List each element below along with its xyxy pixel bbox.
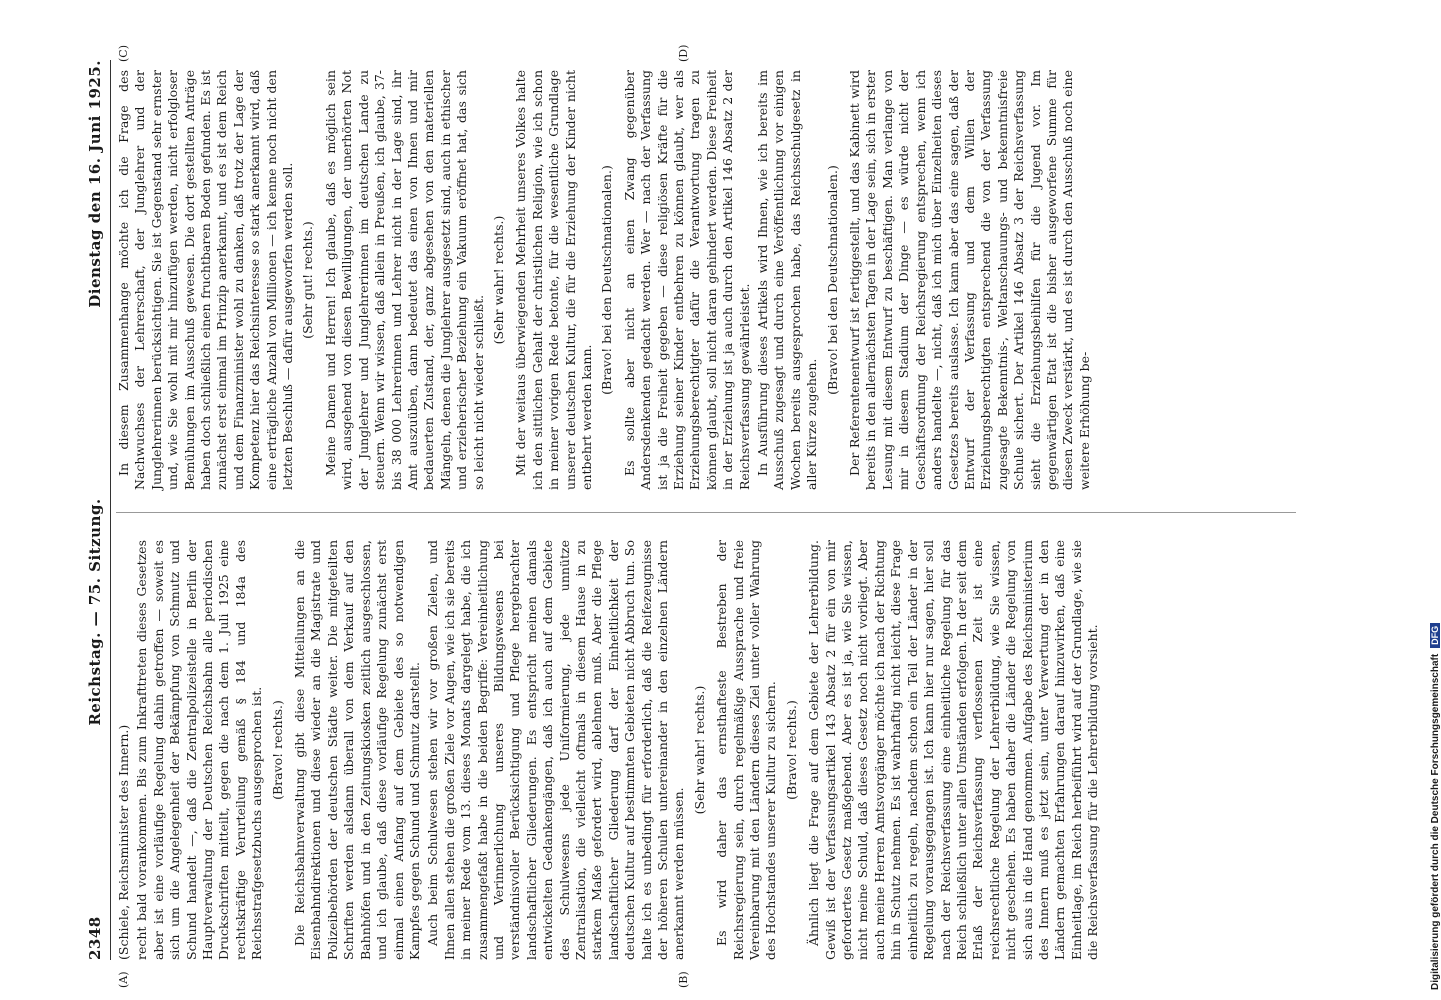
page-number: 2348 — [86, 916, 104, 960]
paragraph: Auch beim Schulwesen stehen wir vor großen Zielen, und Ihnen allen stehen die großen Ziele vor Augen, wie ich sie bereits in meiner Rede vom 13. dieses Monats dargelegt habe, die ich zusammengefaßt habe in die beiden Begriffe: Vereinheitlichung und Verinnerlichung unseres Bildungswesens bei verständnisvoller Berücksichtigung und Pflege hergebrachter landschaftlicher Gliederungen. Es entspricht meinen damals entwickelten Gedankengängen, daß ich auch auf dem Gebiete des Schulwesens jede Uniformierung, jede unnütze Zentralisation, die vielleicht oftmals in diesem Hause in zu starkem Maße gefordert wird, ablehnen muß. Aber die Pflege landschaftlicher Gliederung darf der Einheitlichkeit der deutschen Kultur auf bestimmten Gebieten nicht Abbruch tun. So halte ich es unbedingt für erforderlich, daß die Reifezeugnisse der höheren Schulen untereinander in den einzelnen Ländern anerkannt werden müssen. — [425, 540, 687, 960]
running-title: Reichstag. — 75. Sitzung. — [86, 498, 104, 726]
paragraph: In Ausführung dieses Artikels wird Ihnen, wie ich bereits im Ausschuß zugesagt und durch eine Veröffentlichung vor einigen Wochen bereits ausgesprochen habe, das Reichsschulgesetz in aller Kürze zugehen. — [755, 70, 820, 490]
reaction: (Sehr wahr! rechts.) — [691, 685, 707, 815]
header-rule — [110, 60, 111, 960]
paragraph: recht bald vorankommen. Bis zum Inkrafttreten dieses Gesetzes aber ist eine vorläufige Regelung dahin getroffen — soweit es sich um die Angelegenheit der Bekämpfung von Schmutz und Schund handelt —, daß die Zentralpolizeistelle in Berlin der Hauptverwaltung der Deutschen Reichsbahn alle periodischen Druckschriften mitteilt, gegen die nach dem 1. Juli 1925 eine rechtskräftige Verurteilung gemäß § 184 und 184a des Reichsstrafgesetzbuchs ausgesprochen ist. — [134, 540, 265, 960]
paragraph: Die Reichsbahnverwaltung gibt diese Mitteilungen an die Eisenbahndirektionen und diese wieder an die Magistrate und Polizeibehörden der deutschen Städte weiter. Die mitgeteilten Schriften werden alsdann überall von dem Verkauf auf den Bahnhöfen und in den Zeitungskiosken zeitlich ausgeschlossen, und ich glaube, daß diese vorläufige Regelung zunächst erst einmal einen Anfang auf dem Gebiete des so notwendigen Kampfes gegen Schund und Schmutz darstellt. — [292, 540, 422, 960]
margin-mark-c: (C) — [117, 45, 130, 62]
speaker-line: (Schiele, Reichsminister des Innern.) — [116, 724, 131, 960]
margin-mark-a: (A) — [117, 971, 130, 988]
reaction: (Sehr gut! rechts.) — [300, 221, 316, 339]
left-column — [116, 540, 1104, 988]
paragraph: Es wird daher das ernsthafteste Bestreben der Reichsregierung sein, durch regelmäßige Aussprache und freie Vereinbarung mit den Ländern dieses Ziel unter voller Wahrung des Hochstandes unserer Kultur zu sichern. — [714, 540, 779, 960]
paragraph: Mit der weitaus überwiegenden Mehrheit unseres Volkes halte ich den sittlichen Gehalt der christlichen Religion, wie ich schon in meiner vorigen Rede betonte, für die wesentliche Grundlage unserer deutschen Kultur, die für die Erziehung der Kinder nicht entbehrt werden kann. — [513, 70, 594, 490]
date-heading: Dienstag den 16. Juni 1925. — [86, 60, 104, 308]
right-column — [116, 44, 1095, 490]
funding-note — [1410, 10, 1441, 990]
funding-text: Digitalisierung gefördert durch die Deutsche Forschungsgemeinschaft — [1430, 653, 1441, 990]
page-header — [80, 60, 110, 960]
paragraph: Es sollte aber nicht an einen Zwang gegenüber Andersdenkenden gedacht werden. Wer — nach der Verfassung ist ja die Freiheit gegeben — diese religiösen Kräfte für die Erziehung seiner Kinder entbehren zu können glaubt, wer als Erziehungsberechtigter dafür die Verantwortung tragen zu können glaubt, soll nicht daran gehindert werden. Diese Freiheit in der Erziehung ist ja auch durch den Artikel 146 Absatz 2 der Reichsverfassung gewährleistet. — [621, 70, 752, 490]
margin-mark-d: (D) — [677, 44, 690, 62]
paragraph: Ähnlich liegt die Frage auf dem Gebiete der Lehrerbildung. Gewiß ist der Verfassungsartikel 143 Absatz 2 für ein von mir gefordertes Gesetz maßgebend. Aber es ist ja, wie Sie wissen, nicht meine Schuld, daß dieses Gesetz noch nicht vorliegt. Aber auch meine Herren Amtsvorgänger möchte ich nach der Richtung hin in Schutz nehmen. Es ist wahrhaftig nicht leicht, diese Frage einheitlich zu regeln, nachdem schon ein Teil der Länder in der Regelung vorausgegangen ist. Ich kann hier nur sagen, hier soll nach der Reichsverfassung eine einheitliche Regelung für das Reich schließlich unter allen Umständen erfolgen. In der seit dem Erlaß der Reichsverfassung verflossenen Zeit ist eine reichsrechtliche Regelung der Lehrerbildung, wie Sie wissen, nicht geschehen. Es haben daher die Länder die Regelung von sich aus in die Hand genommen. Aufgabe des Reichsministerium des Innern muß es jetzt sein, unter Verwertung der in den Ländern gemachten Erfahrungen darauf hinzuwirken, daß eine Einheitlage, im Reich herbeiführt wird auf der Grundlage, wie sie die Reichsverfassung für die Lehrerbildung vorsieht. — [806, 540, 1101, 960]
document-page — [80, 44, 1330, 988]
paragraph: Der Referentenentwurf ist fertiggestellt, und das Kabinett wird bereits in den allernächsten Tagen in der Lage sein, sich in erster Lesung mit diesem Entwurf zu beschäftigen. Man verlange von mir in diesem Stadium der Dinge — es würde nicht der Geschäftsordnung der Reichsregierung entsprechen, wenn ich anders handelte —, nicht, daß ich mich über Einzelheiten dieses Gesetzes bereits auslasse. Ich kann aber das eine sagen, daß der Entwurf der Verfassung und dem Willen der Erziehungsberechtigten entsprechend die von der Verfassung zugesagte Bekenntnis-, Weltanschauungs- und bekenntnisfreie Schule sichert. Der Artikel 146 Absatz 3 der Reichsverfassung sieht die Erziehungsbeihilfen für die Jugend vor. Im gegenwärtigen Etat ist die bisher ausgeworfene Summe für diesen Zweck verstärkt, und es ist durch den Ausschuß noch eine weitere Erhöhung be- — [847, 70, 1092, 490]
reaction: (Bravo! rechts.) — [783, 700, 799, 800]
reaction: (Sehr wahr! rechts.) — [490, 215, 506, 345]
paragraph: In diesem Zusammenhange möchte ich die Frage des Nachwuchses der Lehrerschaft, der Junglehrer und der Junglehrerinnen berücksichtigen. Sie ist Gegenstand sehr ernster und, wie Sie wohl mit mir hinzufügen werden, nicht erfolgloser Bemühungen im Ausschuß gewesen. Die dort gestellten Anträge haben doch schließlich einen fruchtbaren Boden gefunden. Es ist zunächst erst einmal im Prinzip anerkannt, und es ist dem Reich und dem Finanzminister wohl zu danken, daß trotz der Lage der Kompetenz hier das Reichsinteresse so stark anerkannt wird, daß eine erträgliche Anzahl von Millionen — ich kenne noch nicht den letzten Beschluß — dafür ausgeworfen werden soll. — [116, 70, 296, 490]
reaction: (Bravo! bei den Deutschnationalen.) — [599, 165, 615, 395]
reaction: (Bravo! bei den Deutschnationalen.) — [824, 165, 840, 395]
column-divider — [116, 512, 1296, 513]
reaction: (Bravo! rechts.) — [269, 700, 285, 800]
margin-mark-b: (B) — [677, 971, 690, 988]
dfg-logo: DFG — [1430, 623, 1440, 648]
paragraph: Meine Damen und Herren! Ich glaube, daß es möglich sein wird, ausgehend von diesen Bewilligungen, der unerhörten Not der Junglehrer und Junglehrerinnen im deutschen Lande zu steuern. Wenn wir wissen, daß allein in Preußen, ich glaube, 37- bis 38 000 Lehrerinnen und Lehrer nicht in der Lage sind, ihr Amt auszuüben, dann bedeutet das einen von Ihnen und mir bedauerten Zustand, der, ganz abgesehen von den materiellen Mängeln, denen die Junglehrer ausgesetzt sind, auch in ethischer und erzieherischer Beziehung ein Vakuum eröffnet hat, das sich so leicht nicht wieder schließt. — [322, 70, 486, 490]
